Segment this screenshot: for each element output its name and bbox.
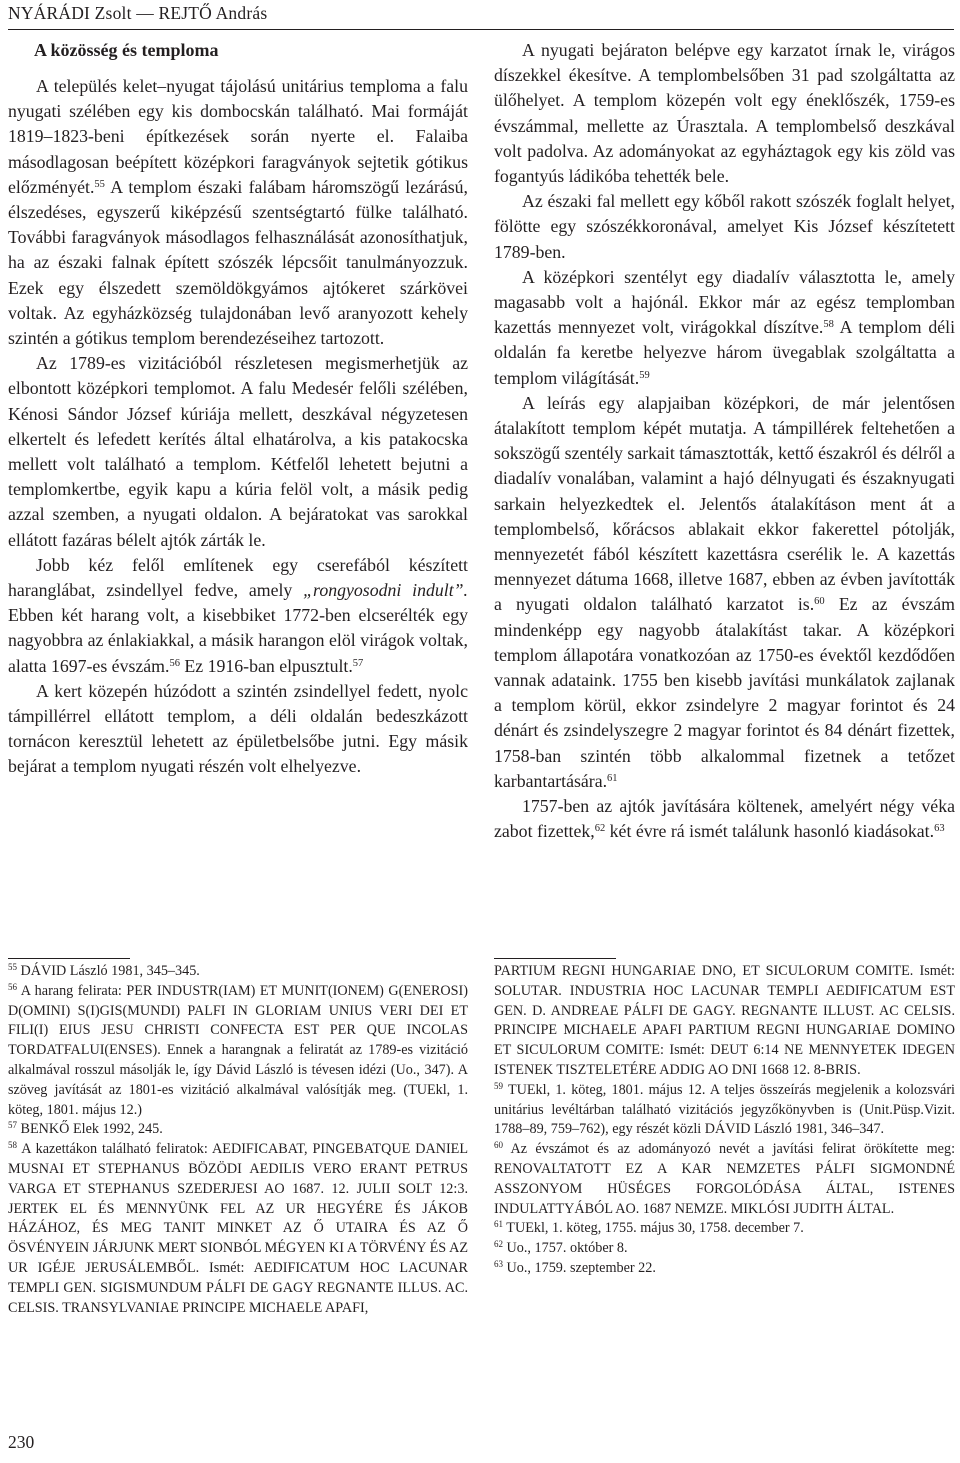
footnote-number: 61 — [494, 1219, 503, 1230]
paragraph-text: Ez 1916-ban elpusztult. — [179, 655, 353, 676]
footnote-text: TUEkl, 1. köteg, 1801. május 12. A teljes összeírás megjelenik a kolozsvári unitárius levéltárban található vizitációs jegyzőkönyvben is (Unit.Püsp.Vizit. 1788–89, 759–762), egy részét közli DÁVID László 1981, 346–347. — [494, 1081, 955, 1138]
paragraph: A kert közepén húzódott a szintén zsindellyel fedett, nyolc támpillérrel ellátott templom, a déli oldalán bedeszkázott tornácon keresztül lehetett az épületbelsőbe jutni. Egy másik bejárat a templom nyugati részén volt elhelyezve. — [8, 680, 468, 777]
footnote-number: 60 — [494, 1140, 503, 1151]
page-number: 230 — [8, 1432, 35, 1452]
footnote-ref[interactable]: 61 — [607, 772, 618, 784]
running-header: NYÁRÁDI Zsolt — REJTŐ András — [8, 3, 268, 23]
footnote-ref[interactable]: 59 — [639, 369, 650, 381]
footnote-ref[interactable]: 58 — [823, 319, 834, 331]
footnote-number: 59 — [494, 1080, 503, 1091]
footnote-text: PARTIUM REGNI HUNGARIAE DNO, ET SICULORUM COMITE. Ismét: SOLUTAR. INDUSTRIA HOC LACUNAR TEMPLI AEDIFICATUM EST GEN. D. ANDREAE PÁLFI DE GAGY. REGNANTE ILLUST. AC CELSIS. PRINCIPE MICHAELE APAFI PARTIUM REGNI HUNGARIAE DOMINO ET SICULORUM COMITE: Ismét: DEUT 6:14 NE MENNYETEK IDEGEN ISTENEK TISZTELETÉRE ADDIG AO DNI 1668 12. 8-BRIS. — [494, 963, 955, 1078]
paragraph: A nyugati bejáraton belépve egy karzatot írnak le, virágos díszekkel ékesítve. A templombelsőben 31 pad szolgáltatta az ülőhelyet. A templom közepén volt egy éneklőszék, 1759-es évszámmal, mellette az Úrasztala. A templombelső deszkával volt padolva. Az adományokat az egyháztagok egy kis zöld vas fogantyús ládikóba tehették bele. — [494, 40, 955, 187]
paragraph-text: A település kelet–nyugat tájolású unitárius temploma a falu nyugati szélében egy kis dombocskán található. Mai formáját 1819–1823-beni építkezések során nyerte el. Falaiba másodlagosan beépített középkori faragványok sejtetik gótikus előzményét. — [8, 76, 468, 197]
footnote-number: 63 — [494, 1258, 503, 1269]
left-column — [8, 38, 468, 780]
footnote-number: 62 — [494, 1239, 503, 1250]
footnote-text: TUEkl, 1. köteg, 1755. május 30, 1758. december 7. — [506, 1220, 804, 1237]
paragraph-text: Ez az évszám mindenképp egy nagyobb átalakítást takar. A középkori templom állapotára vonatkozóan az 1750-es évektől kezdődően vannak adataink. 1755 ben kisebb javítási munkálatok zajlanak a templom körül, ekkor zsindelyre 2 magyar forintot és 24 dénárt és zsindelyszegre 2 magyar forintot és 84 dénárt fizettek, 1758-ban szintén több alkalommal fizetnek a tetőzet karbantartására. — [494, 594, 955, 791]
footnote-number: 58 — [8, 1140, 17, 1151]
paragraph-text: A templom déli oldalán fa keretbe helyezve három üvegablak szolgáltatta a templom világítását. — [494, 317, 956, 388]
footnote-rule — [8, 958, 130, 959]
paragraph — [494, 391, 955, 794]
footnote-continuation — [494, 962, 955, 1081]
italic-quote: „rongyosodni indult”. — [303, 580, 468, 601]
footnote-text: Uo., 1757. október 8. — [506, 1240, 628, 1257]
paragraph-text: Jobb kéz felől említenek egy cserefából készített haranglábat, zsindellyel fedve, amely — [8, 554, 468, 601]
footnote-text: A kazettákon található feliratok: AEDIFICABAT, PINGEBATQUE DANIEL MUSNAI ET STEPHANUS BÖZÖDI AEDILIS VERO ERANT PETRUS VARGA ET STEPHANUS SZEDERJESI AO 1687. 12. JULII SOLT 12:3. JERTEK EL ÉS MENNYÜNK FEL AZ UR HEGYÉRE ÉS JÁKOB HÁZÁHOZ, ÉS MEG TANIT MINKET AZ Ő UTAIRA ÉS AZ Ő ÖSVÉNYEIN JÁRJUNK MERT SIONBÓL MÉGYEN KI A TÖRVÉNY ÉS AZ UR IGÉJE JERUSÁLEMBŐL. Ismét: AEDIFICATUM HOC LACUNAR TEMPLI GEN. SIGISMUNDUM PÁLFI DE GAGY REGNANTE ILLUS. AC. CELSIS. TRANSYLVANIAE PRINCIPE MICHAELE APAFI, — [8, 1141, 468, 1316]
footnote — [8, 1140, 468, 1318]
footnote-number: 57 — [8, 1120, 17, 1131]
footnote-number: 56 — [8, 981, 17, 992]
footnote — [494, 1239, 955, 1259]
footnote-ref[interactable]: 57 — [352, 657, 364, 669]
footnote — [494, 1259, 955, 1279]
footnote — [8, 962, 468, 982]
footnote-number: 55 — [8, 962, 17, 972]
footnote-rule — [494, 958, 616, 959]
paragraph-text: A leírás egy alapjaiban középkori, de már jelentősen átalakított templom képét mutatja. A támpillérek feltehetően a sokszögű szentély sarkait támasztották, kettő északról és délről a diadalív vonalában, valamint a hajó délnyugati és északnyugati sarkain helyezkedtek el. Jelentős átalakításon ment át a templombelső, kőrácsos ablakait ekkor fakerettel pótolják, mennyezetét fából készített kazettásra cserélik le. A kazettás mennyezet dátuma 1668, illetve 1687, ebben az évben javították a nyugati oldalon található karzatot is. — [494, 392, 955, 615]
footnote-text: A harang felirata: PER INDUSTR(IAM) ET MUNIT(IONEM) G(ENEROSI) D(OMINI) S(I)GIS(MUNDI) PALFI IN GLORIAM UNIUS VERI DEI ET FILI(I) EIUS JESU CHRISTI CONFECTA EST PER QUE INCOLAS TORDATFALUI(ENSES). Ennek a harangnak a feliratát az 1789-es vizitáció alkalmával rosszul másolják le, így Dávid László is tévesen idézi (Uo., 347). A szöveg javítását az 1801-es vizitáció alkalmával valósítják meg. (TUEkl, 1. köteg, 1801. május 12.) — [8, 982, 468, 1118]
footnote-ref[interactable]: 60 — [814, 596, 825, 608]
footnote-ref[interactable]: 63 — [934, 823, 945, 835]
footnotes-left — [8, 962, 468, 1318]
footnote — [494, 1140, 955, 1219]
paragraph-text: 1757-ben az ajtók javítására költenek, amelyért négy véka zabot fizettek, — [494, 796, 955, 842]
footnote — [494, 1081, 955, 1140]
footnote — [8, 1120, 468, 1140]
paragraph — [8, 553, 468, 679]
footnote-ref[interactable]: 55 — [94, 178, 105, 190]
header-rule — [8, 29, 954, 30]
paragraph-text: A középkori szentélyt egy diadalív választotta le, amely magasabb volt a hajónál. Ekkor már az egész templomban kazettás mennyezet volt, virágokkal díszítve. — [494, 266, 955, 338]
footnotes-right — [494, 962, 955, 1279]
paragraph: Az 1789-es vizitációból részletesen megismerhetjük az elbontott középkori templomot. A falu Medesér felőli szélében, Kénosi Sándor József kúriája mellett, deszkával négyzetesen elkertelt és lefedett kerítés által elhatárolva, a kis patakocska mellett volt található a templom. Kétfelől lehetett bejutni a templomkertbe, egyik kapu a kúria felöl volt, a másik pedig azzal szemben, a nyugati oldalon. A bejáratokat vas sarokkal ellátott fazáras bélelt ajtók zárták le. — [8, 353, 468, 550]
footnote-text: Az évszámot és az adományozó nevét a javítási felirat örökítette meg: RENOVALTATOTT EZ A KAR NEMZETES PÁLFI SIGMONDNÉ ASSZONYOM HÜSÉGES FORGOLÓDÁSA ÁLTAL, ISTENES INDULATTYÁBÓL AO. 1687 NEMZE. MIKLÓSI JUDITH ÁLTAL. — [494, 1141, 956, 1217]
section-heading: A közösség és temploma — [34, 40, 219, 60]
paragraph — [494, 265, 955, 391]
footnote-text: DÁVID László 1981, 345–345. — [20, 963, 200, 979]
footnote-ref[interactable]: 62 — [594, 823, 606, 835]
footnote-text: BENKŐ Elek 1992, 245. — [20, 1121, 163, 1138]
paragraph: Az északi fal mellett egy kőből rakott szószék foglalt helyet, fölötte egy szószékkoronával, amelyet Kis József készítetett 1789-ben. — [494, 191, 955, 262]
paragraph-text: két évre rá ismét találunk hasonló kiadásokat. — [605, 821, 935, 842]
paragraph-text: Ebben két harang volt, a kisebbiket 1772-ben elcserélték egy nagyobbra az énlakiakkal, a másik harangon elöl virágok voltak, alatta 1697-es évszám. — [8, 605, 468, 676]
paragraph-text: A templom északi falábam háromszögű lezárású, élszedéses, egyszerű kiképzésű szentségtartó fülke található. További faragványok másodlagos felhasználását azonosíthatjuk, ha az északi falnak épített szószék lépcsőit tanulmányozzuk. Ezek egy élszedett szemöldökgyámos ajtókeret szárkövei voltak. Az egyházközség tulajdonában levő aranyozott kehely szintén a gótikus templom berendezéseihez tartozott. — [8, 176, 468, 349]
footnote-ref[interactable]: 56 — [169, 657, 180, 669]
footnote-text: Uo., 1759. szeptember 22. — [506, 1259, 656, 1276]
right-column — [494, 38, 955, 845]
footnote — [8, 982, 468, 1121]
paragraph — [494, 794, 955, 844]
paragraph — [8, 74, 468, 351]
footnote — [494, 1219, 955, 1239]
